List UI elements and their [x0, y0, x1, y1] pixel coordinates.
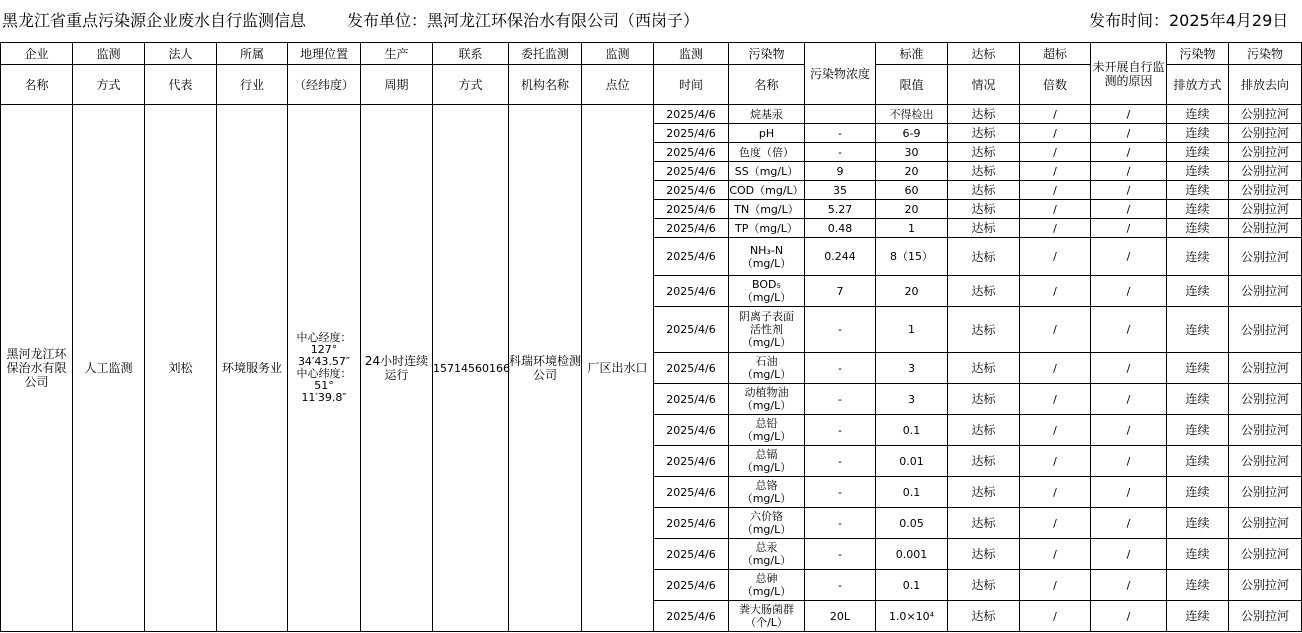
date-cell: 2025/4/6: [654, 162, 729, 181]
pollutant-name-cell: [729, 477, 805, 508]
pollutant-name-line: （mg/L）: [741, 554, 792, 567]
legal-rep-cell: 刘松: [145, 105, 217, 632]
discharge-destination-cell: 公别拉河: [1229, 353, 1302, 384]
pollutant-name-line: （mg/L）: [741, 291, 792, 304]
date-cell: 2025/4/6: [654, 105, 729, 124]
concentration-cell: 0.244: [805, 238, 876, 276]
date-cell: 2025/4/6: [654, 539, 729, 570]
no-monitoring-reason-cell: /: [1091, 601, 1167, 632]
concentration-cell: -: [805, 446, 876, 477]
monitoring-method-cell: 人工监测: [73, 105, 145, 632]
no-monitoring-reason-cell: /: [1091, 238, 1167, 276]
compliance-status-cell: 达标: [948, 219, 1020, 238]
column-header-bottom: 机构名称: [509, 65, 582, 105]
no-monitoring-reason-cell: /: [1091, 162, 1167, 181]
pollutant-name-cell: [729, 601, 805, 632]
compliance-status-cell: 达标: [948, 570, 1020, 601]
discharge-mode-cell: 连续: [1167, 143, 1229, 162]
discharge-destination-cell: 公别拉河: [1229, 446, 1302, 477]
pollutant-name-cell: [729, 384, 805, 415]
report-header: [0, 0, 1289, 42]
discharge-mode-cell: 连续: [1167, 477, 1229, 508]
pollutant-name-cell: [729, 238, 805, 276]
pollutant-name-line: （mg/L）: [741, 430, 792, 443]
column-header-bottom: 代表: [145, 65, 217, 105]
no-monitoring-reason-cell: /: [1091, 446, 1167, 477]
discharge-destination-cell: 公别拉河: [1229, 200, 1302, 219]
standard-limit-cell: 0.01: [876, 446, 948, 477]
exceed-multiple-cell: /: [1020, 276, 1091, 307]
no-monitoring-reason-cell: /: [1091, 353, 1167, 384]
company-name-cell: 黑河龙江环保治水有限公司: [1, 105, 73, 632]
exceed-multiple-cell: /: [1020, 143, 1091, 162]
column-header-bottom: 名称: [729, 65, 805, 105]
pollutant-name-line: 活性剂: [750, 323, 783, 336]
column-header-top: 超标: [1020, 43, 1091, 65]
header-row-top: [1, 43, 1302, 65]
no-monitoring-reason-cell: /: [1091, 276, 1167, 307]
location-line: 34′43.57″: [297, 355, 351, 368]
pollutant-name-line: （mg/L）: [741, 368, 792, 381]
pollutant-name-cell: SS（mg/L）: [729, 162, 805, 181]
discharge-destination-cell: 公别拉河: [1229, 307, 1302, 353]
no-monitoring-reason-cell: /: [1091, 181, 1167, 200]
pollutant-name-line: 动植物油: [744, 386, 789, 399]
standard-limit-cell: 0.05: [876, 508, 948, 539]
concentration-cell: -: [805, 143, 876, 162]
agency-cell: 科瑞环境检测公司: [509, 105, 582, 632]
standard-limit-cell: 20: [876, 162, 948, 181]
pollutant-name-cell: [729, 508, 805, 539]
no-monitoring-reason-cell: /: [1091, 477, 1167, 508]
column-header-bottom: 行业: [217, 65, 288, 105]
concentration-cell: 5.27: [805, 200, 876, 219]
pollutant-name-cell: [729, 446, 805, 477]
compliance-status-cell: 达标: [948, 353, 1020, 384]
date-cell: 2025/4/6: [654, 570, 729, 601]
standard-limit-cell: 1: [876, 307, 948, 353]
no-monitoring-reason-cell: /: [1091, 219, 1167, 238]
column-header-top: 污染物: [1167, 43, 1229, 65]
pollutant-name-line: 总铬: [755, 479, 778, 492]
compliance-status-cell: 达标: [948, 181, 1020, 200]
exceed-multiple-cell: /: [1020, 307, 1091, 353]
discharge-mode-cell: 连续: [1167, 181, 1229, 200]
discharge-destination-cell: 公别拉河: [1229, 276, 1302, 307]
compliance-status-cell: 达标: [948, 200, 1020, 219]
discharge-mode-cell: 连续: [1167, 307, 1229, 353]
discharge-mode-cell: 连续: [1167, 384, 1229, 415]
exceed-multiple-cell: /: [1020, 162, 1091, 181]
standard-limit-cell: 1: [876, 219, 948, 238]
pollutant-name-cell: [729, 539, 805, 570]
column-header-bottom: 倍数: [1020, 65, 1091, 105]
standard-limit-cell: 30: [876, 143, 948, 162]
exceed-multiple-cell: /: [1020, 415, 1091, 446]
pollutant-name-line: NH₃-N: [749, 243, 784, 257]
discharge-mode-cell: 连续: [1167, 162, 1229, 181]
no-monitoring-reason-cell: /: [1091, 415, 1167, 446]
location-line: 11′39.8″: [301, 391, 347, 404]
date-cell: 2025/4/6: [654, 415, 729, 446]
column-header-top: 生产: [361, 43, 433, 65]
table-row: [1, 105, 1302, 124]
pollutant-name-cell: TN（mg/L）: [729, 200, 805, 219]
exceed-multiple-cell: /: [1020, 384, 1091, 415]
exceed-multiple-cell: /: [1020, 124, 1091, 143]
pollutant-name-cell: 色度（倍）: [729, 143, 805, 162]
no-monitoring-reason-cell: /: [1091, 384, 1167, 415]
column-header-top: 监测: [654, 43, 729, 65]
publisher: 发布单位：黑河龙江环保治水有限公司（西岗子）: [347, 11, 700, 30]
discharge-mode-cell: 连续: [1167, 508, 1229, 539]
discharge-destination-cell: 公别拉河: [1229, 162, 1302, 181]
column-header-bottom: （经纬度）: [288, 65, 361, 105]
no-monitoring-reason-cell: /: [1091, 570, 1167, 601]
column-header: 未开展自行监测的原因: [1091, 43, 1167, 105]
standard-limit-cell: 6-9: [876, 124, 948, 143]
concentration-cell: -: [805, 307, 876, 353]
location-line: 中心经度：: [296, 331, 352, 344]
exceed-multiple-cell: /: [1020, 477, 1091, 508]
pollutant-name-cell: 烷基汞: [729, 105, 805, 124]
discharge-mode-cell: 连续: [1167, 601, 1229, 632]
pollutant-name-cell: COD（mg/L）: [729, 181, 805, 200]
column-header-bottom: 时间: [654, 65, 729, 105]
concentration-cell: -: [805, 508, 876, 539]
column-header-top: 地理位置: [288, 43, 361, 65]
column-header-bottom: 排放去向: [1229, 65, 1302, 105]
pollutant-name-line: 总砷: [755, 572, 778, 585]
date-cell: 2025/4/6: [654, 143, 729, 162]
no-monitoring-reason-cell: /: [1091, 200, 1167, 219]
discharge-mode-cell: 连续: [1167, 415, 1229, 446]
discharge-destination-cell: 公别拉河: [1229, 477, 1302, 508]
discharge-destination-cell: 公别拉河: [1229, 601, 1302, 632]
concentration-cell: [805, 105, 876, 124]
concentration-cell: -: [805, 415, 876, 446]
date-cell: 2025/4/6: [654, 477, 729, 508]
pollutant-name-cell: [729, 570, 805, 601]
concentration-cell: -: [805, 353, 876, 384]
exceed-multiple-cell: /: [1020, 105, 1091, 124]
no-monitoring-reason-cell: /: [1091, 143, 1167, 162]
no-monitoring-reason-cell: /: [1091, 508, 1167, 539]
compliance-status-cell: 达标: [948, 446, 1020, 477]
compliance-status-cell: 达标: [948, 415, 1020, 446]
pollutant-name-line: 石油: [755, 355, 778, 368]
exceed-multiple-cell: /: [1020, 200, 1091, 219]
discharge-mode-cell: 连续: [1167, 446, 1229, 477]
pollutant-name-line: 总汞: [755, 541, 778, 554]
column-header-top: 监测: [73, 43, 145, 65]
discharge-mode-cell: 连续: [1167, 219, 1229, 238]
date-cell: 2025/4/6: [654, 200, 729, 219]
pollutant-name-line: 总镉: [755, 448, 778, 461]
column-header-bottom: 限值: [876, 65, 948, 105]
column-header-top: 委托监测: [509, 43, 582, 65]
discharge-destination-cell: 公别拉河: [1229, 238, 1302, 276]
exceed-multiple-cell: /: [1020, 446, 1091, 477]
no-monitoring-reason-cell: /: [1091, 539, 1167, 570]
standard-limit-cell: 1.0×10⁴: [876, 601, 948, 632]
compliance-status-cell: 达标: [948, 508, 1020, 539]
discharge-mode-cell: 连续: [1167, 353, 1229, 384]
discharge-destination-cell: 公别拉河: [1229, 384, 1302, 415]
pollutant-name-line: 六价铬: [750, 510, 783, 523]
pollutant-name-cell: [729, 353, 805, 384]
concentration-cell: -: [805, 124, 876, 143]
compliance-status-cell: 达标: [948, 105, 1020, 124]
location-line: 127°: [310, 343, 338, 356]
column-header-bottom: 情况: [948, 65, 1020, 105]
date-cell: 2025/4/6: [654, 307, 729, 353]
contact-cell: 15714560166: [433, 105, 509, 632]
date-cell: 2025/4/6: [654, 219, 729, 238]
standard-limit-cell: 不得检出: [876, 105, 948, 124]
standard-limit-cell: 0.001: [876, 539, 948, 570]
pollutant-name-cell: [729, 276, 805, 307]
column-header-top: 所属: [217, 43, 288, 65]
standard-limit-cell: 20: [876, 200, 948, 219]
location-line: 51°: [314, 379, 334, 392]
column-header-bottom: 点位: [582, 65, 654, 105]
pollutant-name-line: 总铅: [755, 417, 778, 430]
standard-limit-cell: 3: [876, 384, 948, 415]
column-header: 污染物浓度: [805, 43, 876, 105]
discharge-destination-cell: 公别拉河: [1229, 105, 1302, 124]
column-header-top: 污染物: [1229, 43, 1302, 65]
pollutant-name-line: （mg/L）: [741, 461, 792, 474]
date-cell: 2025/4/6: [654, 508, 729, 539]
date-cell: 2025/4/6: [654, 353, 729, 384]
standard-limit-cell: 0.1: [876, 477, 948, 508]
exceed-multiple-cell: /: [1020, 570, 1091, 601]
pollutant-name-cell: [729, 307, 805, 353]
discharge-mode-cell: 连续: [1167, 105, 1229, 124]
pollutant-name-line: （个/L）: [745, 616, 788, 629]
compliance-status-cell: 达标: [948, 477, 1020, 508]
discharge-destination-cell: 公别拉河: [1229, 570, 1302, 601]
compliance-status-cell: 达标: [948, 124, 1020, 143]
date-cell: 2025/4/6: [654, 124, 729, 143]
no-monitoring-reason-cell: /: [1091, 124, 1167, 143]
location-line: 中心纬度：: [296, 367, 352, 380]
compliance-status-cell: 达标: [948, 384, 1020, 415]
concentration-cell: 20L: [805, 601, 876, 632]
standard-limit-cell: 20: [876, 276, 948, 307]
discharge-destination-cell: 公别拉河: [1229, 508, 1302, 539]
pollutant-name-line: 阴离子表面: [739, 310, 794, 323]
discharge-destination-cell: 公别拉河: [1229, 415, 1302, 446]
pollutant-name-line: BOD₅: [752, 278, 781, 291]
column-header-top: 监测: [582, 43, 654, 65]
standard-limit-cell: 60: [876, 181, 948, 200]
exceed-multiple-cell: /: [1020, 238, 1091, 276]
discharge-destination-cell: 公别拉河: [1229, 539, 1302, 570]
pollutant-name-line: （mg/L）: [741, 399, 792, 412]
exceed-multiple-cell: /: [1020, 181, 1091, 200]
column-header-top: 污染物: [729, 43, 805, 65]
column-header-bottom: 方式: [73, 65, 145, 105]
industry-cell: 环境服务业: [217, 105, 288, 632]
publish-date: 发布时间：2025年4月29日: [1089, 11, 1289, 30]
concentration-cell: 7: [805, 276, 876, 307]
discharge-mode-cell: 连续: [1167, 124, 1229, 143]
column-header-bottom: 排放方式: [1167, 65, 1229, 105]
discharge-destination-cell: 公别拉河: [1229, 143, 1302, 162]
compliance-status-cell: 达标: [948, 601, 1020, 632]
standard-limit-cell: 8（15）: [876, 238, 948, 276]
pollutant-name-line: （mg/L）: [741, 256, 792, 270]
discharge-destination-cell: 公别拉河: [1229, 181, 1302, 200]
exceed-multiple-cell: /: [1020, 219, 1091, 238]
discharge-mode-cell: 连续: [1167, 200, 1229, 219]
monitoring-point-cell: 厂区出水口: [582, 105, 654, 632]
column-header-bottom: 名称: [1, 65, 73, 105]
discharge-destination-cell: 公别拉河: [1229, 219, 1302, 238]
concentration-cell: -: [805, 539, 876, 570]
pollutant-name-line: （mg/L）: [741, 585, 792, 598]
concentration-cell: -: [805, 477, 876, 508]
discharge-mode-cell: 连续: [1167, 570, 1229, 601]
date-cell: 2025/4/6: [654, 181, 729, 200]
concentration-cell: 9: [805, 162, 876, 181]
date-cell: 2025/4/6: [654, 601, 729, 632]
pollutant-name-line: （mg/L）: [741, 336, 792, 349]
discharge-mode-cell: 连续: [1167, 238, 1229, 276]
column-header-bottom: 周期: [361, 65, 433, 105]
compliance-status-cell: 达标: [948, 539, 1020, 570]
compliance-status-cell: 达标: [948, 276, 1020, 307]
pollutant-name-line: （mg/L）: [741, 523, 792, 536]
column-header-top: 达标: [948, 43, 1020, 65]
monitoring-table: [0, 42, 1302, 632]
pollutant-name-cell: [729, 415, 805, 446]
date-cell: 2025/4/6: [654, 384, 729, 415]
date-cell: 2025/4/6: [654, 446, 729, 477]
location-cell: [288, 105, 361, 632]
column-header-bottom: 方式: [433, 65, 509, 105]
discharge-mode-cell: 连续: [1167, 276, 1229, 307]
column-header-top: 企业: [1, 43, 73, 65]
discharge-mode-cell: 连续: [1167, 539, 1229, 570]
compliance-status-cell: 达标: [948, 238, 1020, 276]
no-monitoring-reason-cell: /: [1091, 105, 1167, 124]
concentration-cell: 35: [805, 181, 876, 200]
pollutant-name-cell: pH: [729, 124, 805, 143]
date-cell: 2025/4/6: [654, 238, 729, 276]
pollutant-name-cell: TP（mg/L）: [729, 219, 805, 238]
column-header-top: 联系: [433, 43, 509, 65]
column-header-top: 法人: [145, 43, 217, 65]
compliance-status-cell: 达标: [948, 143, 1020, 162]
compliance-status-cell: 达标: [948, 307, 1020, 353]
exceed-multiple-cell: /: [1020, 539, 1091, 570]
exceed-multiple-cell: /: [1020, 601, 1091, 632]
compliance-status-cell: 达标: [948, 162, 1020, 181]
date-cell: 2025/4/6: [654, 276, 729, 307]
discharge-destination-cell: 公别拉河: [1229, 124, 1302, 143]
pollutant-name-line: 粪大肠菌群: [739, 603, 794, 616]
production-cycle-cell: 24小时连续运行: [361, 105, 433, 632]
column-header-top: 标准: [876, 43, 948, 65]
pollutant-name-line: （mg/L）: [741, 492, 792, 505]
standard-limit-cell: 3: [876, 353, 948, 384]
concentration-cell: -: [805, 570, 876, 601]
concentration-cell: 0.48: [805, 219, 876, 238]
standard-limit-cell: 0.1: [876, 570, 948, 601]
report-title: 黑龙江省重点污染源企业废水自行监测信息: [2, 11, 307, 30]
exceed-multiple-cell: /: [1020, 508, 1091, 539]
standard-limit-cell: 0.1: [876, 415, 948, 446]
exceed-multiple-cell: /: [1020, 353, 1091, 384]
no-monitoring-reason-cell: /: [1091, 307, 1167, 353]
concentration-cell: -: [805, 384, 876, 415]
